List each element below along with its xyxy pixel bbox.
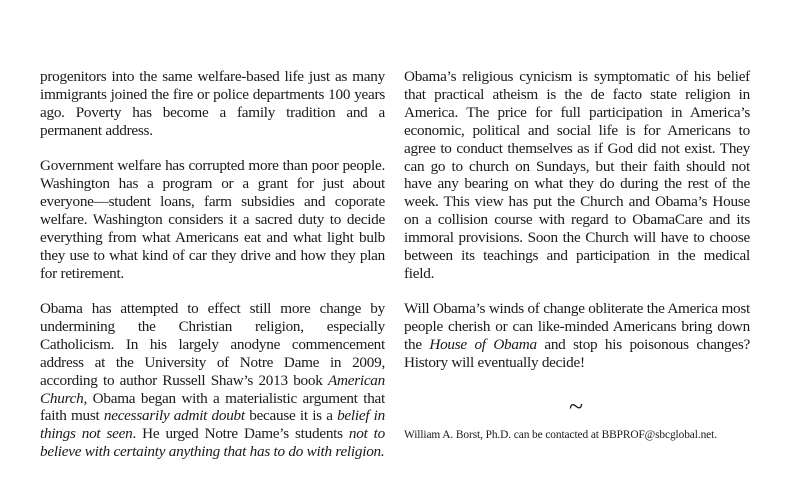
paragraph	[404, 300, 750, 372]
paragraph: Government welfare has corrupted more than poor people. Washington has a program or a grant for just about everyone—student loans, farm subsidies and coporate welfare. Washington considers it a sacred duty to decide everything from what Americans eat and what light bulb they use to what kind of car they drive and how they plan for retirement.	[40, 157, 385, 282]
text-run: and stop his poisonous changes? History will eventually decide!	[404, 336, 750, 372]
emphasis: House of Obama	[429, 336, 537, 354]
text-run: Will Obama’s winds of change obliterate the America most people cherish or can like-minded Americans bring down the	[404, 300, 750, 354]
book-title: American Church	[40, 371, 385, 407]
text-run: because it is a	[244, 407, 338, 425]
paragraph	[40, 300, 385, 461]
section-separator: ~	[568, 392, 584, 421]
text-run: , Obama began with a materialistic argument that faith must	[40, 389, 385, 425]
text-run: Obama has attempted to effect still more change by undermining the Christian religion, especially Catholicism. In his largely anodyne commencement address at the University of Notre Dame in 2009, according to author Russell Shaw’s 2013 book	[40, 299, 385, 389]
paragraph: progenitors into the same welfare-based life just as many immigrants joined the fire or police departments 100 years ago. Poverty has become a family tradition and a permanent address.	[40, 68, 385, 139]
emphasis: not to believe with certainty anything that has to do with religion.	[40, 425, 385, 461]
right-column	[404, 68, 750, 390]
emphasis: necessarily admit doubt	[103, 407, 245, 425]
author-contact-line: William A. Borst, Ph.D. can be contacted at BBPROF@sbcglobal.net.	[404, 429, 717, 441]
text-run: . He urged Notre Dame’s students	[132, 425, 349, 443]
paragraph: Obama’s religious cynicism is symptomatic of his belief that practical atheism is the de facto state religion in America. The price for full participation in America’s economic, political and social life is for Americans to agree to conduct themselves as if God did not exist. They can go to church on Sundays, but their faith should not have any bearing on what they do during the rest of the week. This view has put the Church and Obama’s House on a collision course with regard to ObamaCare and its immoral provisions. Soon the Church will have to choose between its teachings and participation in the medical field.	[404, 68, 750, 282]
left-column	[40, 68, 385, 479]
emphasis: belief in things not seen	[40, 407, 385, 443]
